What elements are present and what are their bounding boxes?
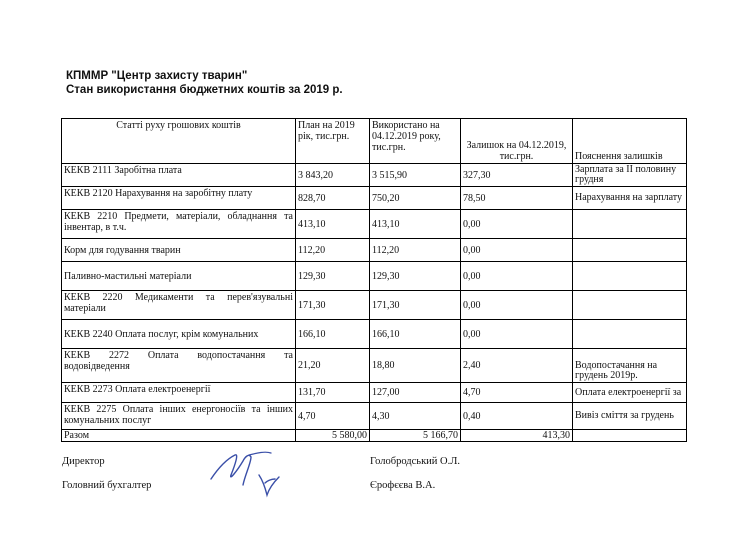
handwritten-signature	[205, 445, 285, 501]
table-row	[62, 239, 687, 262]
table-row	[62, 349, 687, 383]
table-header-row	[62, 119, 687, 164]
row-note: Вивіз сміття за грудень	[573, 403, 687, 430]
row-item: КЕКВ 2210 Предмети, матеріали, обладнання та інвентар, в т.ч.	[62, 210, 296, 239]
table-row	[62, 291, 687, 320]
row-rest: 0,40	[461, 403, 573, 430]
row-used: 166,10	[370, 320, 461, 349]
row-item: КЕКВ 2111 Заробітна плата	[62, 164, 296, 187]
row-used: 4,30	[370, 403, 461, 430]
total-label: Разом	[62, 430, 296, 442]
row-plan: 4,70	[296, 403, 370, 430]
row-plan: 166,10	[296, 320, 370, 349]
table-row	[62, 164, 687, 187]
row-plan: 171,30	[296, 291, 370, 320]
col-header-rest: Залишок на 04.12.2019, тис.грн.	[461, 119, 573, 164]
row-rest: 0,00	[461, 291, 573, 320]
row-item: КЕКВ 2272 Оплата водопостачання та водовідведення	[62, 349, 296, 383]
budget-table	[61, 118, 687, 442]
row-rest: 4,70	[461, 383, 573, 403]
row-item: КЕКВ 2240 Оплата послуг, крім комунальних	[62, 320, 296, 349]
col-header-note: Пояснення залишків	[573, 119, 687, 164]
table-row	[62, 187, 687, 210]
total-used: 5 166,70	[370, 430, 461, 442]
row-note	[573, 291, 687, 320]
row-plan: 828,70	[296, 187, 370, 210]
row-plan: 129,30	[296, 262, 370, 291]
row-rest: 2,40	[461, 349, 573, 383]
row-plan: 3 843,20	[296, 164, 370, 187]
accountant-label: Головний бухгалтер	[62, 480, 152, 491]
row-rest: 0,00	[461, 210, 573, 239]
row-used: 129,30	[370, 262, 461, 291]
row-used: 112,20	[370, 239, 461, 262]
row-rest: 0,00	[461, 262, 573, 291]
row-item: Паливно-мастильні матеріали	[62, 262, 296, 291]
table-row	[62, 262, 687, 291]
total-note	[573, 430, 687, 442]
row-note	[573, 239, 687, 262]
row-item: КЕКВ 2120 Нарахування на заробітну плату	[62, 187, 296, 210]
row-plan: 112,20	[296, 239, 370, 262]
table-row	[62, 210, 687, 239]
row-item: КЕКВ 2275 Оплата інших енергоносіїв та інших комунальних послуг	[62, 403, 296, 430]
table-row	[62, 320, 687, 349]
row-note: Зарплата за ІІ половину грудня	[573, 164, 687, 187]
row-used: 18,80	[370, 349, 461, 383]
col-header-plan: План на 2019 рік, тис.грн.	[296, 119, 370, 164]
table-row	[62, 403, 687, 430]
row-plan: 21,20	[296, 349, 370, 383]
row-used: 171,30	[370, 291, 461, 320]
row-rest: 78,50	[461, 187, 573, 210]
row-note: Оплата електроенергії за	[573, 383, 687, 403]
row-used: 127,00	[370, 383, 461, 403]
row-used: 3 515,90	[370, 164, 461, 187]
row-note	[573, 262, 687, 291]
row-note: Нарахування на зарплату	[573, 187, 687, 210]
row-used: 413,10	[370, 210, 461, 239]
table-row	[62, 383, 687, 403]
row-item: КЕКВ 2273 Оплата електроенергії	[62, 383, 296, 403]
row-item: КЕКВ 2220 Медикаменти та перев'язувальні матеріали	[62, 291, 296, 320]
row-rest: 0,00	[461, 320, 573, 349]
row-plan: 131,70	[296, 383, 370, 403]
director-label: Директор	[62, 456, 105, 467]
total-rest: 413,30	[461, 430, 573, 442]
row-note	[573, 320, 687, 349]
row-plan: 413,10	[296, 210, 370, 239]
total-row	[62, 430, 687, 442]
row-used: 750,20	[370, 187, 461, 210]
row-rest: 0,00	[461, 239, 573, 262]
row-note	[573, 210, 687, 239]
accountant-name: Єрофєєва В.А.	[370, 480, 436, 491]
report-subtitle: Стан використання бюджетних коштів за 2019 р.	[66, 84, 343, 96]
col-header-used: Використано на 04.12.2019 року, тис.грн.	[370, 119, 461, 164]
org-title: КПММР "Центр захисту тварин"	[66, 70, 248, 82]
col-header-item: Статті руху грошових коштів	[62, 119, 296, 164]
total-plan: 5 580,00	[296, 430, 370, 442]
row-item: Корм для годування тварин	[62, 239, 296, 262]
row-rest: 327,30	[461, 164, 573, 187]
row-note: Водопостачання на грудень 2019р.	[573, 349, 687, 383]
director-name: Голобродський О.Л.	[370, 456, 460, 467]
